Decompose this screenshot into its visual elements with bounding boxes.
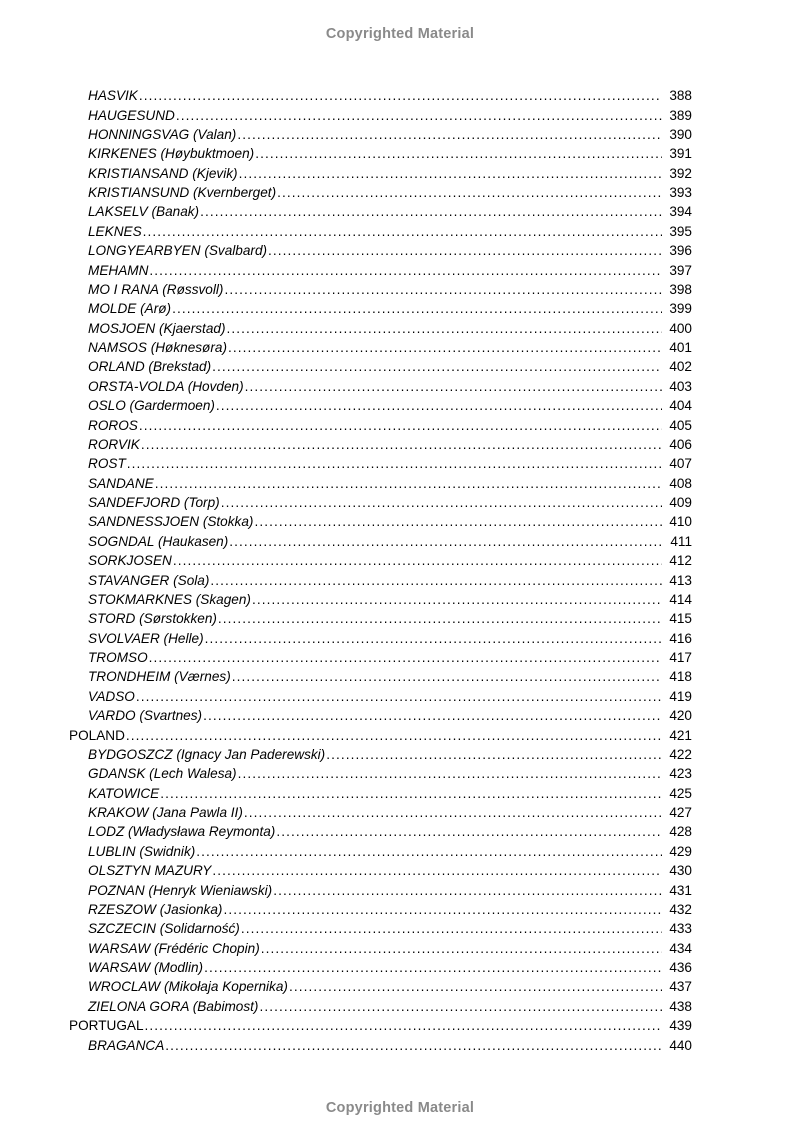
toc-dot-leader — [145, 1016, 662, 1035]
table-of-contents — [0, 86, 800, 1055]
toc-dot-leader — [238, 764, 662, 783]
toc-entry-title: VADSO — [88, 688, 135, 704]
toc-entry[interactable] — [0, 880, 800, 899]
toc-entry-title: WARSAW (Modlin) — [88, 960, 204, 976]
toc-entry[interactable] — [0, 861, 800, 880]
toc-entry-title: STOKMARKNES (Skagen) — [88, 591, 251, 607]
toc-dot-leader — [216, 396, 662, 415]
toc-entry[interactable] — [0, 396, 800, 415]
toc-entry-title: ORLAND (Brekstad) — [88, 359, 212, 375]
toc-entry-title: NAMSOS (Høknesøra) — [88, 340, 227, 356]
toc-entry[interactable] — [0, 105, 800, 124]
toc-dot-leader — [212, 861, 662, 880]
toc-dot-leader — [273, 881, 662, 900]
toc-page-number: 396 — [669, 243, 692, 259]
toc-entry-title: SANDNESSJOEN (Stokka) — [88, 514, 254, 530]
toc-dot-leader — [255, 144, 662, 163]
toc-entry[interactable] — [0, 629, 800, 648]
toc-entry[interactable] — [0, 144, 800, 163]
toc-dot-leader — [205, 629, 662, 648]
toc-dot-leader — [252, 590, 662, 609]
toc-dot-leader — [139, 86, 662, 105]
toc-entry-title: ROST — [88, 456, 126, 472]
toc-dot-leader — [229, 532, 662, 551]
toc-dot-leader — [259, 997, 662, 1016]
toc-page-number: 433 — [669, 921, 692, 937]
toc-entry-title: SANDEFJORD (Torp) — [88, 495, 220, 511]
toc-page-number: 400 — [669, 320, 692, 336]
toc-entry-title: HAUGESUND — [88, 107, 175, 123]
toc-entry[interactable] — [0, 241, 800, 260]
toc-dot-leader — [224, 280, 662, 299]
toc-entry[interactable] — [0, 958, 800, 977]
toc-page-number: 407 — [669, 456, 692, 472]
toc-entry[interactable] — [0, 590, 800, 609]
toc-page-number: 388 — [669, 88, 692, 104]
toc-page-number: 404 — [669, 398, 692, 414]
toc-entry-title: KIRKENES (Høybuktmoen) — [88, 146, 255, 162]
toc-page-number: 414 — [669, 591, 692, 607]
toc-page-number: 409 — [669, 495, 692, 511]
toc-dot-leader — [223, 900, 662, 919]
toc-entry[interactable] — [0, 977, 800, 996]
toc-dot-leader — [261, 939, 662, 958]
toc-entry-title: SOGNDAL (Haukasen) — [88, 533, 229, 549]
toc-entry-title: BRAGANCA — [88, 1037, 165, 1053]
toc-entry-title: MEHAMN — [88, 262, 149, 278]
toc-entry-title: HASVIK — [88, 88, 138, 104]
copyright-watermark-top: Copyrighted Material — [325, 26, 475, 42]
toc-page-number: 434 — [669, 940, 692, 956]
toc-dot-leader — [276, 822, 662, 841]
toc-page-number: 410 — [669, 514, 692, 530]
toc-entry-title: ZIELONA GORA (Babimost) — [88, 998, 259, 1014]
toc-entry-title: HONNINGSVAG (Valan) — [88, 126, 237, 142]
toc-dot-leader — [176, 106, 662, 125]
toc-entry[interactable] — [0, 125, 800, 144]
toc-entry[interactable] — [0, 667, 800, 686]
toc-page-number: 431 — [669, 882, 692, 898]
toc-dot-leader — [226, 319, 662, 338]
toc-entry[interactable] — [0, 338, 800, 357]
toc-entry[interactable] — [0, 377, 800, 396]
toc-entry[interactable] — [0, 687, 800, 706]
toc-entry-title: LODZ (Władysława Reymonta) — [88, 824, 276, 840]
toc-dot-leader — [155, 474, 662, 493]
toc-entry[interactable] — [0, 1035, 800, 1054]
toc-page-number: 401 — [669, 340, 692, 356]
toc-entry-title: POZNAN (Henryk Wieniawski) — [88, 882, 273, 898]
toc-page-number: 420 — [669, 708, 692, 724]
toc-page-number: 430 — [669, 863, 692, 879]
toc-entry-title: WARSAW (Frédéric Chopin) — [88, 940, 260, 956]
toc-dot-leader — [289, 977, 662, 996]
toc-entry[interactable] — [0, 570, 800, 589]
toc-dot-leader — [239, 164, 662, 183]
toc-entry[interactable] — [0, 183, 800, 202]
toc-page-number: 437 — [669, 979, 692, 995]
toc-entry[interactable] — [0, 842, 800, 861]
toc-page-number: 405 — [669, 417, 692, 433]
toc-page-number: 392 — [669, 165, 692, 181]
toc-dot-leader — [254, 512, 662, 531]
toc-page-number: 440 — [669, 1037, 692, 1053]
toc-entry-title: SVOLVAER (Helle) — [88, 630, 204, 646]
toc-entry-title: MOSJOEN (Kjaerstad) — [88, 320, 226, 336]
toc-page-number: 418 — [669, 669, 692, 685]
toc-dot-leader — [127, 454, 662, 473]
toc-entry[interactable] — [0, 357, 800, 376]
toc-entry-title: STAVANGER (Sola) — [88, 572, 210, 588]
toc-entry[interactable] — [0, 803, 800, 822]
toc-entry[interactable] — [0, 512, 800, 531]
toc-page-number: 415 — [669, 611, 692, 627]
toc-entry[interactable] — [0, 222, 800, 241]
toc-page-number: 393 — [669, 185, 692, 201]
toc-entry[interactable] — [0, 648, 800, 667]
toc-entry-title: POLAND — [69, 727, 125, 743]
toc-entry-title: KRISTIANSAND (Kjevik) — [88, 165, 238, 181]
toc-entry[interactable] — [0, 454, 800, 473]
toc-page-number: 413 — [669, 572, 692, 588]
toc-entry-title: MO I RANA (Røssvoll) — [88, 281, 224, 297]
toc-entry[interactable] — [0, 532, 800, 551]
toc-page-number: 422 — [669, 746, 692, 762]
toc-page-number: 439 — [669, 1018, 692, 1034]
toc-entry-title: VARDO (Svartnes) — [88, 708, 203, 724]
toc-page-number: 427 — [669, 805, 692, 821]
toc-page-number: 421 — [669, 727, 692, 743]
toc-entry[interactable] — [0, 280, 800, 299]
toc-dot-leader — [210, 571, 662, 590]
toc-dot-leader — [165, 1036, 662, 1055]
toc-entry[interactable] — [0, 260, 800, 279]
toc-page-number: 425 — [669, 785, 692, 801]
toc-dot-leader — [126, 726, 662, 745]
toc-page-number: 389 — [669, 107, 692, 123]
toc-page-number: 390 — [669, 126, 692, 142]
toc-page-number: 432 — [669, 901, 692, 917]
toc-entry[interactable] — [0, 784, 800, 803]
toc-page-number: 428 — [669, 824, 692, 840]
toc-page-number: 391 — [669, 146, 692, 162]
toc-page-number: 398 — [669, 281, 692, 297]
toc-dot-leader — [149, 261, 662, 280]
toc-page-number: 429 — [669, 843, 692, 859]
toc-dot-leader — [196, 842, 662, 861]
toc-entry[interactable] — [0, 319, 800, 338]
toc-entry-title: GDANSK (Lech Walesa) — [88, 766, 237, 782]
toc-page-number: 438 — [669, 998, 692, 1014]
toc-entry-title: KRISTIANSUND (Kvernberget) — [88, 185, 277, 201]
toc-dot-leader — [149, 648, 662, 667]
toc-entry-title: RZESZOW (Jasionka) — [88, 901, 223, 917]
toc-entry[interactable] — [0, 939, 800, 958]
toc-dot-leader — [139, 416, 662, 435]
toc-page-number: 403 — [669, 378, 692, 394]
toc-dot-leader — [200, 202, 662, 221]
toc-entry-title: LUBLIN (Swidnik) — [88, 843, 196, 859]
toc-entry-title: LEKNES — [88, 223, 142, 239]
toc-dot-leader — [173, 551, 662, 570]
toc-entry[interactable] — [0, 435, 800, 454]
toc-page-number: 402 — [669, 359, 692, 375]
toc-dot-leader — [326, 745, 662, 764]
toc-page-number: 408 — [669, 475, 692, 491]
toc-entry-title: ORSTA-VOLDA (Hovden) — [88, 378, 244, 394]
toc-entry[interactable] — [0, 415, 800, 434]
toc-entry[interactable] — [0, 299, 800, 318]
toc-dot-leader — [237, 125, 662, 144]
toc-dot-leader — [244, 803, 662, 822]
toc-entry[interactable] — [0, 997, 800, 1016]
toc-page-number: 423 — [669, 766, 692, 782]
toc-page-number: 395 — [669, 223, 692, 239]
toc-section-entry[interactable] — [0, 725, 800, 744]
toc-entry-title: TRONDHEIM (Værnes) — [88, 669, 231, 685]
toc-dot-leader — [141, 435, 662, 454]
toc-dot-leader — [172, 299, 662, 318]
toc-dot-leader — [143, 222, 662, 241]
toc-page-number: 412 — [669, 553, 692, 569]
toc-dot-leader — [203, 706, 662, 725]
toc-entry-title: ROROS — [88, 417, 138, 433]
toc-dot-leader — [268, 241, 662, 260]
toc-dot-leader — [218, 609, 662, 628]
toc-dot-leader — [160, 784, 662, 803]
toc-page-number: 399 — [669, 301, 692, 317]
toc-entry[interactable] — [0, 822, 800, 841]
toc-page-number: 397 — [669, 262, 692, 278]
toc-dot-leader — [136, 687, 662, 706]
toc-dot-leader — [228, 338, 662, 357]
toc-dot-leader — [241, 919, 662, 938]
toc-entry-title: OLSZTYN MAZURY — [88, 863, 212, 879]
toc-entry-title: WROCLAW (Mikołaja Kopernika) — [88, 979, 288, 995]
toc-entry[interactable] — [0, 764, 800, 783]
toc-dot-leader — [212, 357, 662, 376]
toc-entry[interactable] — [0, 745, 800, 764]
toc-dot-leader — [245, 377, 662, 396]
toc-entry[interactable] — [0, 202, 800, 221]
toc-dot-leader — [277, 183, 662, 202]
toc-section-entry[interactable] — [0, 1016, 800, 1035]
toc-page-number: 436 — [669, 960, 692, 976]
toc-entry[interactable] — [0, 493, 800, 512]
toc-entry-title: SZCZECIN (Solidarność) — [88, 921, 240, 937]
copyright-watermark-bottom: Copyrighted Material — [325, 1100, 475, 1116]
toc-entry[interactable] — [0, 900, 800, 919]
toc-page-number: 406 — [669, 436, 692, 452]
toc-entry[interactable] — [0, 609, 800, 628]
toc-page-number: 417 — [669, 650, 692, 666]
toc-entry-title: TROMSO — [88, 650, 148, 666]
toc-entry-title: SORKJOSEN — [88, 553, 172, 569]
toc-entry-title: MOLDE (Arø) — [88, 301, 172, 317]
toc-entry[interactable] — [0, 706, 800, 725]
toc-entry-title: LONGYEARBYEN (Svalbard) — [88, 243, 268, 259]
toc-entry-title: STORD (Sørstokken) — [88, 611, 217, 627]
toc-entry-title: KATOWICE — [88, 785, 160, 801]
toc-entry-title: LAKSELV (Banak) — [88, 204, 200, 220]
toc-entry-title: OSLO (Gardermoen) — [88, 398, 215, 414]
toc-dot-leader — [221, 493, 662, 512]
toc-entry[interactable] — [0, 474, 800, 493]
toc-page-number: 394 — [669, 204, 692, 220]
toc-dot-leader — [204, 958, 662, 977]
toc-page-number: 419 — [669, 688, 692, 704]
toc-entry[interactable] — [0, 551, 800, 570]
toc-page-number: 411 — [670, 533, 692, 549]
toc-entry-title: BYDGOSZCZ (Ignacy Jan Paderewski) — [88, 746, 326, 762]
toc-entry-title: PORTUGAL — [69, 1018, 144, 1034]
toc-entry-title: SANDANE — [88, 475, 154, 491]
toc-page-number: 416 — [669, 630, 692, 646]
toc-entry[interactable] — [0, 919, 800, 938]
toc-dot-leader — [232, 667, 662, 686]
toc-entry[interactable] — [0, 164, 800, 183]
toc-entry-title: RORVIK — [88, 436, 140, 452]
toc-entry[interactable] — [0, 86, 800, 105]
toc-entry-title: KRAKOW (Jana Pawla II) — [88, 805, 243, 821]
